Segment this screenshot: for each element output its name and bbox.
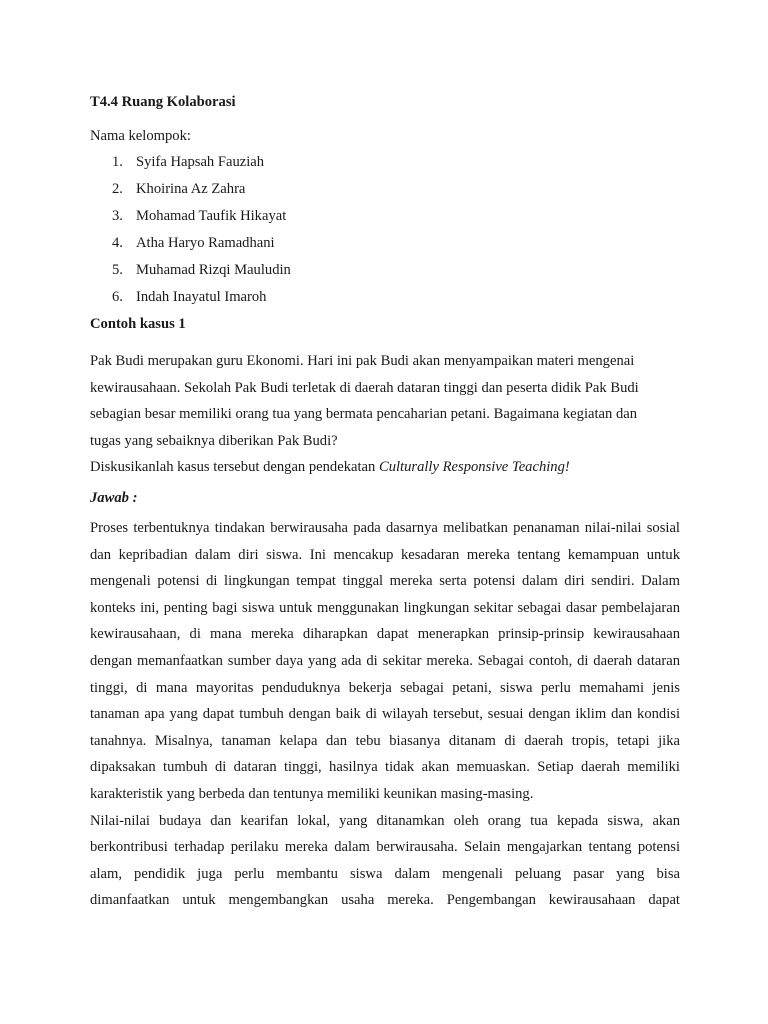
- case-heading: Contoh kasus 1: [90, 316, 186, 332]
- document-title: T4.4 Ruang Kolaborasi: [90, 94, 236, 110]
- member-name: Mohamad Taufik Hikayat: [136, 208, 287, 224]
- discussion-emphasis: Culturally Responsive Teaching!: [378, 459, 570, 475]
- member-name: Muhamad Rizqi Mauludin: [136, 262, 291, 278]
- member-number: 5.: [112, 262, 123, 278]
- case-line: sebagian besar memiliki orang tua yang bermata pencaharian petani. Bagaimana kegiatan dan: [90, 406, 638, 422]
- answer-line: karakteristik yang berbeda dan tentunya memiliki keunikan masing-masing.: [90, 785, 534, 802]
- case-line: kewirausahaan. Sekolah Pak Budi terletak di daerah dataran tinggi dan peserta didik Pak Budi: [90, 379, 639, 396]
- member-number: 2.: [112, 181, 123, 197]
- member-item: [112, 154, 264, 171]
- answer-line: dipaksakan tumbuh di dataran tinggi, hasilnya tidak akan memuaskan. Setiap daerah memiliki: [90, 759, 680, 776]
- member-number: 6.: [112, 289, 123, 305]
- answer-line: mengenali potensi di lingkungan tempat tinggal mereka serta potensi dalam diri sendiri. Dalam: [90, 573, 680, 590]
- case-description: [90, 348, 680, 481]
- member-item: [112, 235, 275, 252]
- answer-line: dengan memanfaatkan sumber daya yang ada di sekitar mereka. Sebagai contoh, di daerah dataran: [90, 652, 680, 669]
- discussion-prompt: [90, 454, 680, 481]
- member-item: [112, 208, 286, 225]
- answer-line: konteks ini, penting bagi siswa untuk menggunakan lingkungan sekitar sebagai dasar pembelajaran: [90, 599, 680, 616]
- member-number: 4.: [112, 235, 123, 251]
- member-number: 3.: [112, 208, 123, 224]
- member-item: [112, 262, 291, 279]
- answer-line: dan kepribadian dalam diri siswa. Ini mencakup kesadaran mereka tentang kemampuan untuk: [90, 546, 680, 563]
- answer-line: tanaman apa yang dapat tumbuh dengan baik di wilayah tersebut, sesuai dengan iklim dan kondisi: [90, 706, 680, 723]
- member-name: Indah Inayatul Imaroh: [136, 289, 267, 305]
- answer-line: berkontribusi terhadap perilaku mereka dalam berwirausaha. Selain mengajarkan tentang potensi: [90, 839, 680, 856]
- member-name: Khoirina Az Zahra: [136, 181, 246, 197]
- answer-line: Proses terbentuknya tindakan berwirausaha pada dasarnya melibatkan penanaman nilai-nilai sosial: [90, 520, 680, 536]
- member-item: [112, 289, 266, 306]
- answer-line: tanahnya. Misalnya, tanaman kelapa dan tebu biasanya ditanam di daerah tropis, tetapi jika: [90, 732, 680, 749]
- answer-heading: Jawab :: [90, 490, 138, 506]
- discussion-prefix: Diskusikanlah kasus tersebut dengan pendekatan: [90, 459, 379, 475]
- group-label: Nama kelompok:: [90, 128, 191, 144]
- answer-body: [90, 515, 680, 914]
- member-name: Atha Haryo Ramadhani: [136, 235, 275, 251]
- member-name: Syifa Hapsah Fauziah: [136, 154, 265, 170]
- answer-line: kewirausahaan, di mana mereka diharapkan dapat menerapkan prinsip-prinsip kewirausahaan: [90, 626, 680, 643]
- answer-line: tinggi, di mana mayoritas penduduknya bekerja sebagai petani, siswa perlu memahami jenis: [90, 679, 680, 696]
- answer-line: dimanfaatkan untuk mengembangkan usaha mereka. Pengembangan kewirausahaan dapat: [90, 892, 680, 909]
- member-number: 1.: [112, 154, 123, 170]
- case-line: tugas yang sebaiknya diberikan Pak Budi?: [90, 432, 338, 449]
- member-item: [112, 181, 245, 198]
- answer-line: Nilai-nilai budaya dan kearifan lokal, yang ditanamkan oleh orang tua kepada siswa, akan: [90, 812, 680, 829]
- answer-line: alam, pendidik juga perlu membantu siswa dalam mengenali peluang pasar yang bisa: [90, 865, 680, 882]
- case-line: Pak Budi merupakan guru Ekonomi. Hari ini pak Budi akan menyampaikan materi mengenai: [90, 353, 635, 369]
